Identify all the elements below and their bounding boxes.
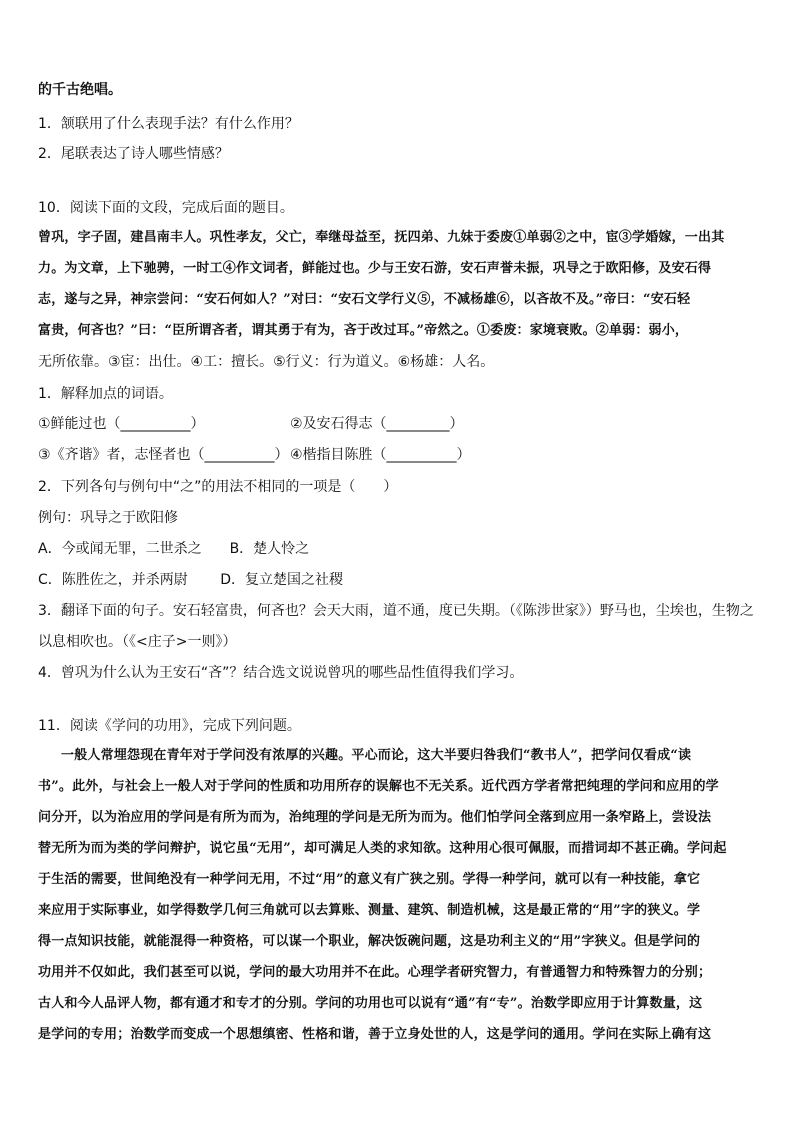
q11-passage-line: 于生活的需要，世间绝没有一种学问无用，不过“用”的意义有广狭之别。学得一种学问，就可以有一种技能，拿它 [38, 872, 701, 887]
example-sentence: 例句：巩导之于欧阳修 [38, 510, 178, 526]
explain-item-2: ②及安石得志（_________） [290, 416, 464, 432]
q9-subquestion-2: 2．尾联表达了诗人哪些情感？ [38, 146, 229, 162]
q9-subquestion-1: 1．颔联用了什么表现手法？有什么作用？ [38, 116, 299, 132]
option-row-ab: A．今或闻无罪，二世杀之 B．楚人怜之 [38, 541, 310, 557]
q11-passage-line: 问分开，以为治应用的学问是有所为而为，治纯理的学问是无所为而为。他们怕学问全落到应用一条窄路上，尝设法 [38, 810, 712, 825]
q11-passage-line: 古人和今人品评人物，都有通才和专才的分别。学问的功用也可以说有“通”有“专”。治数学即应用于计算数量，这 [38, 996, 703, 1011]
q10-subquestion-3: 3．翻译下面的句子。安石轻富贵，何吝也？会天大雨，道不通，度已失期。（《陈涉世家》）野马也，尘埃也，生物之 [38, 603, 754, 619]
q11-passage-line: 替无所为而为类的学问辩护，说它虽“无用”，却可满足人类的求知欲。这种用心很可佩服，而措词却不甚正确。学问起 [38, 841, 727, 856]
q10-passage-notes: 无所依靠。③宦：出仕。④工：擅长。⑤行义：行为道义。⑥杨雄：人名。 [38, 354, 495, 370]
q11-passage-line: 一般人常埋怨现在青年对于学问没有浓厚的兴趣。平心而论，这大半要归咎我们“教书人”，把学问仅看成“读 [61, 748, 692, 763]
explain-item-4: ④楷指目陈胜（__________） [290, 447, 471, 463]
option-row-cd: C．陈胜佐之，并杀两尉 D．复立楚国之社稷 [38, 572, 344, 588]
q11-passage-line: 是学问的专用；治数学而变成一个思想缜密、性格和谐，善于立身处世的人，这是学问的通用。学问在实际上确有这 [38, 1027, 712, 1042]
q10-subquestion-2: 2．下列各句与例句中“之”的用法不相同的一项是（ ） [38, 479, 398, 495]
top-fragment: 的千古绝唱。 [38, 82, 122, 98]
q10-passage-line: 曾巩，字子固，建昌南丰人。巩性孝友，父亡，奉继母益至，抚四弟、九妹于委废①单弱②之中，宦③学婚嫁，一出其 [38, 230, 725, 245]
q10-subquestion-3-cont: 以息相吹也。（《<庄子>一则》） [38, 634, 237, 650]
q10-subquestion-4: 4．曾巩为什么认为王安石“吝”？结合选文说说曾巩的哪些品性值得我们学习。 [38, 665, 524, 681]
q11-heading: 11．阅读《学问的功用》，完成下列问题。 [38, 718, 301, 734]
q10-passage-line: 富贵，何吝也？”曰：“臣所谓吝者，谓其勇于有为，吝于改过耳。”帝然之。①委废：家境衰败。②单弱：弱小， [38, 323, 689, 338]
q11-passage-line: 得一点知识技能，就能混得一种资格，可以谋一个职业，解决饭碗问题，这是功利主义的“用”字狭义。但是学问的 [38, 934, 701, 949]
q11-passage-line: 书”。此外，与社会上一般人对于学问的性质和功用所存的误解也不无关系。近代西方学者常把纯理的学问和应用的学 [38, 779, 719, 794]
q10-heading: 10．阅读下面的文段，完成后面的题目。 [38, 200, 294, 216]
q10-subquestion-1: 1．解释加点的词语。 [38, 386, 173, 402]
explain-item-1: ①鲜能过也（__________） [38, 416, 205, 432]
q10-passage-line: 志，遂与之异，神宗尝问：“安石何如人？”对曰：“安石文学行义⑤，不减杨雄⑥，以吝故不及。”帝曰：“安石轻 [38, 292, 691, 307]
q11-passage-line: 来应用于实际事业，如学得数学几何三角就可以去算账、测量、建筑、制造机械，这是最正常的“用”字的狭义。学 [38, 903, 701, 918]
explain-item-3: ③《齐谐》者，志怪者也（__________） [38, 447, 289, 463]
q10-passage-line: 力。为文章，上下驰骋，一时工④作文词者，鲜能过也。少与王安石游，安石声誉未振，巩导之于欧阳修，及安石得 [38, 261, 712, 276]
q11-passage-line: 功用并不仅如此，我们甚至可以说，学问的最大功用并不在此。心理学者研究智力，有普通智力和特殊智力的分别； [38, 965, 712, 980]
